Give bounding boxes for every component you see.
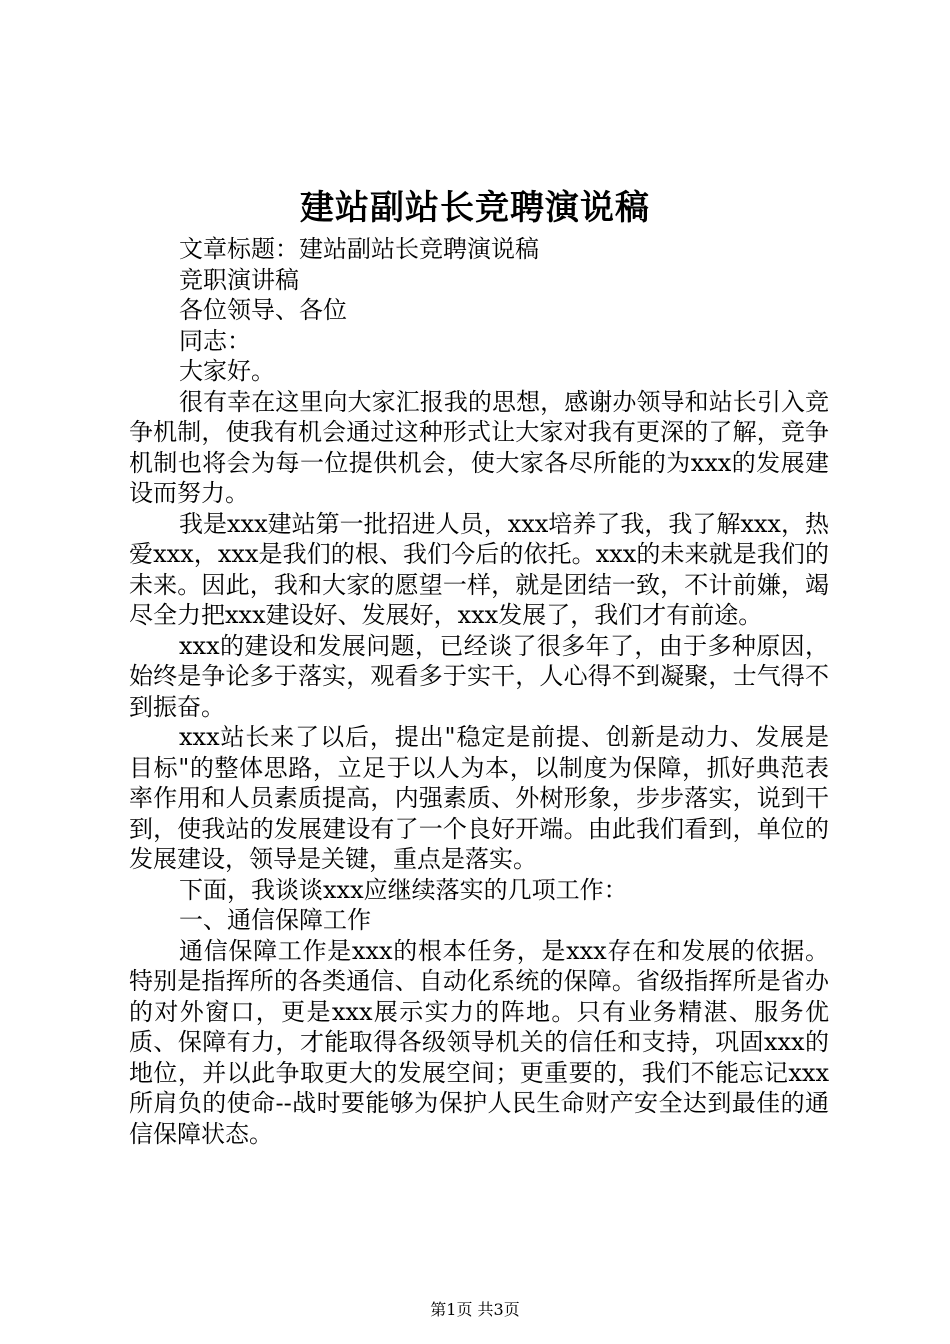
paragraph-introduction: 很有幸在这里向大家汇报我的思想，感谢办领导和站长引入竞争机制，使我有机会通过这种形式让大家对我有更深的了解，竞争机制也将会为每一位提供机会，使大家各尽所能的为xxx的发展建设而努力。 — [129, 387, 829, 507]
paragraph-greeting-leaders: 各位领导、各位 — [179, 296, 347, 324]
paragraph-problems: xxx的建设和发展问题，已经谈了很多年了，由于多种原因，始终是争论多于落实，观看多于实干，人心得不到凝聚，士气得不到振奋。 — [129, 631, 829, 721]
section-heading-communication: 一、通信保障工作 — [179, 906, 371, 934]
paragraph-background: 我是xxx建站第一批招进人员，xxx培养了我，我了解xxx，热爱xxx，xxx是我们的根、我们今后的依托。xxx的未来就是我们的未来。因此，我和大家的愿望一样，就是团结一致，不计前嫌，竭尽全力把xxx建设好、发展好，xxx发展了，我们才有前途。 — [129, 509, 829, 629]
paragraph-hello: 大家好。 — [179, 357, 275, 385]
paragraph-article-title: 文章标题：建站副站长竞聘演说稿 — [179, 235, 539, 263]
document-body — [129, 234, 829, 1149]
page-number-footer: 第1页 共3页 — [430, 1300, 520, 1319]
paragraph-speech-type: 竞职演讲稿 — [179, 265, 299, 294]
paragraph-communication: 通信保障工作是xxx的根本任务，是xxx存在和发展的依据。特别是指挥所的各类通信、自动化系统的保障。省级指挥所是省办的对外窗口，更是xxx展示实力的阵地。只有业务精湛、服务优质、保障有力，才能取得各级领导机关的信任和支持，巩固xxx的地位，并以此争取更大的发展空间；更重要的，我们不能忘记xxx所肩负的使命--战时要能够为保护人民生命财产安全达到最佳的通信保障状态。 — [129, 936, 829, 1148]
paragraph-work-intro: 下面，我谈谈xxx应继续落实的几项工作： — [179, 875, 628, 904]
document-title: 建站副站长竞聘演说稿 — [300, 188, 650, 228]
paragraph-leadership: xxx站长来了以后，提出"稳定是前提、创新是动力、发展是目标"的整体思路，立足于以人为本，以制度为保障，抓好典范表率作用和人员素质提高，内强素质、外树形象，步步落实，说到干到，使我站的发展建设有了一个良好开端。由此我们看到，单位的发展建设，领导是关键，重点是落实。 — [129, 723, 829, 873]
paragraph-greeting-comrades: 同志： — [179, 326, 251, 355]
